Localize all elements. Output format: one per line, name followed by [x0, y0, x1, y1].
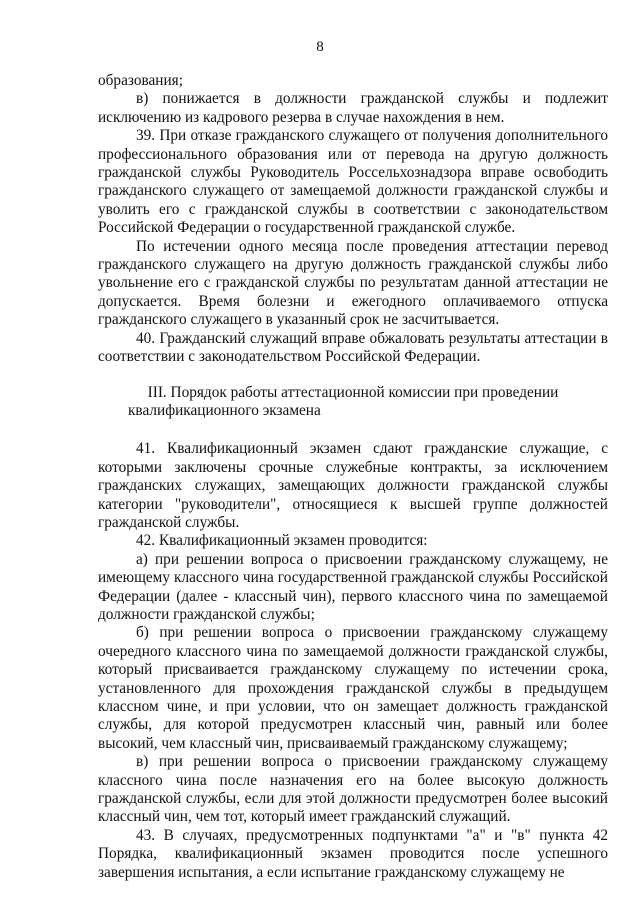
paragraph-42: 42. Квалификационный экзамен проводится:	[136, 532, 428, 550]
paragraph-43: 43. В случаях, предусмотренных подпунктами "а" и "в" пункта 42 Порядка, квалификационный экзамен проводится после успешного завершения испытания, а если испытание гражданскому служащему не	[98, 826, 608, 881]
page-number: 8	[316, 39, 324, 55]
paragraph-40: 40. Гражданский служащий вправе обжаловать результаты аттестации в соответствии с законодательством Российской Федерации.	[98, 329, 608, 366]
paragraph-42-b: б) при решении вопроса о присвоении гражданскому служащему очередного классного чина по замещаемой должности гражданской службы, который присваивается гражданскому служащему по истечении срока, установленного для прохождения гражданской службы в предыдущем классном чине, и при условии, что он замещает должность гражданской службы, для которой предусмотрен классный чин, равный или более высокий, чем классный чин, присваиваемый гражданскому служащему;	[98, 624, 608, 752]
paragraph-39: 39. При отказе гражданского служащего от получения дополнительного профессионального образования или от перевода на другую должность гражданской службы Руководитель Россельхознадзора вправе освободить гражданского служащего от замещаемой должности гражданской службы и уволить его с гражданской службы в соответствии с законодательством Российской Федерации о государственной гражданской службе.	[98, 127, 608, 237]
paragraph-continuation: образования;	[98, 72, 183, 89]
section-heading: III. Порядок работы аттестационной комиссии при проведении квалификационного экзамена	[128, 383, 559, 419]
paragraph-41: 41. Квалификационный экзамен сдают гражданские служащие, с которыми заключены срочные служебные контракты, за исключением гражданских служащих, замещающих должности гражданской службы категории "руководители", относящиеся к высшей группе должностей гражданской службы.	[98, 440, 608, 531]
paragraph-item-v: в) понижается в должности гражданской службы и подлежит исключению из кадрового резерва в случае нахождения в нем.	[98, 90, 608, 126]
paragraph-42-v: в) при решении вопроса о присвоении гражданскому служащему классного чина после назначения его на более высокую должность гражданской службы, если для этой должности предусмотрен более высокий классный чин, чем тот, который имеет гражданский служащий.	[98, 753, 608, 826]
paragraph-39-continued: По истечении одного месяца после проведения аттестации перевод гражданского служащего на другую должность гражданской службы либо увольнение его с гражданской службы по результатам данной аттестации не допускается. Время болезни и ежегодного оплачиваемого отпуска гражданского служащего в указанный срок не засчитывается.	[98, 237, 608, 329]
paragraph-42-a: а) при решении вопроса о присвоении гражданскому служащему, не имеющему классного чина государственной гражданской службы Российской Федерации (далее - классный чин), первого классного чина по замещаемой должности гражданской службы;	[98, 550, 608, 623]
document-body	[98, 72, 608, 882]
